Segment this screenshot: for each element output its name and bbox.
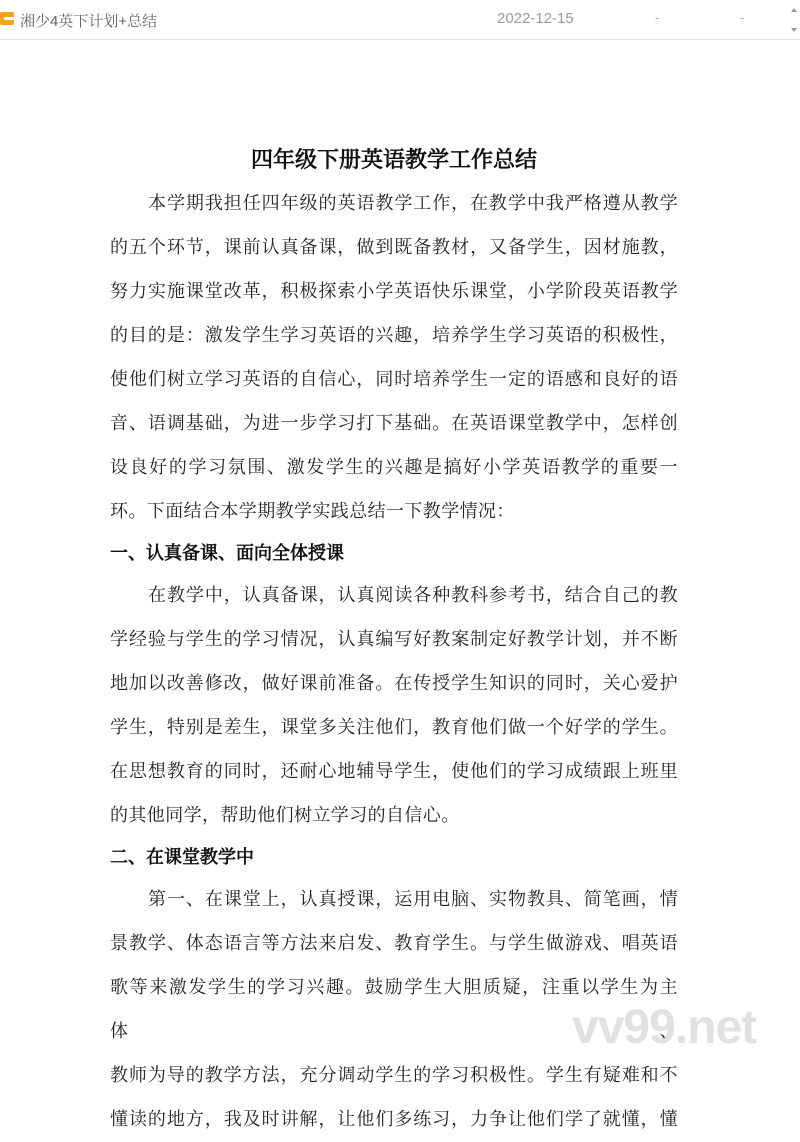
text-line: 懂读的地方，我及时讲解，让他们多练习，力争让他们学了就懂，懂 [110, 1109, 678, 1130]
document-page [110, 140, 678, 1142]
text-line: 第一、在课堂上，认真授课，运用电脑、实物教具、简笔画，情 [148, 889, 678, 910]
text-line: 使他们树立学习英语的自信心，同时培养学生一定的语感和良好的语 [110, 369, 678, 390]
text-line: 教师为导的教学方法，充分调动学生的学习积极性。学生有疑难和不 [110, 1065, 678, 1086]
text-line: 在思想教育的同时，还耐心地辅导学生，使他们的学习成绩跟上班里 [110, 761, 678, 782]
text-line: 音、语调基础，为进一步学习打下基础。在英语课堂教学中，怎样创 [110, 413, 678, 434]
text-line: 环。下面结合本学期教学实践总结一下教学情况： [110, 501, 515, 522]
file-date: 2022-12-15 [497, 10, 574, 27]
file-column-2: - [740, 10, 745, 25]
text-line: 景教学、体态语言等方法来启发、教育学生。与学生做游戏、唱英语 [110, 933, 678, 954]
section-heading-2: 二、在课堂教学中 [110, 847, 254, 868]
text-line: 的其他同学，帮助他们树立学习的自信心。 [110, 805, 460, 826]
intro-paragraph [110, 182, 678, 534]
section-heading-1: 一、认真备课、面向全体授课 [110, 543, 344, 564]
text-line: 学生，特别是差生，课堂多关注他们，教育他们做一个好学的学生。 [110, 717, 678, 738]
text-line: 的五个环节，课前认真备课，做到既备教材，又备学生，因材施教， [110, 237, 678, 258]
text-line: 歌等来激发学生的学习兴趣。鼓励学生大胆质疑，注重以学生为主体、 [110, 977, 678, 1042]
folder-icon [0, 12, 14, 25]
text-line: 的目的是：激发学生学习英语的兴趣，培养学生学习英语的积极性， [110, 325, 678, 346]
text-line: 在教学中，认真备课，认真阅读各种教科参考书，结合自己的教 [148, 585, 678, 606]
file-list-row[interactable] [0, 0, 800, 40]
text-line: 学经验与学生的学习情况，认真编写好教案制定好教学计划，并不断 [110, 629, 678, 650]
file-column-1: - [655, 10, 660, 25]
scroll-up-icon[interactable] [791, 8, 797, 12]
text-line: 设良好的学习氛围、激发学生的兴趣是搞好小学英语教学的重要一 [110, 457, 678, 478]
section-1-paragraph [110, 574, 678, 838]
file-name[interactable]: 湘少4英下计划+总结 [20, 13, 158, 30]
watermark: vv99.net [572, 1001, 757, 1054]
scroll-down-icon[interactable] [791, 28, 797, 32]
text-line: 努力实施课堂改革，积极探索小学英语快乐课堂，小学阶段英语教学 [110, 281, 678, 302]
document-title: 四年级下册英语教学工作总结 [250, 147, 537, 173]
text-line: 本学期我担任四年级的英语教学工作，在教学中我严格遵从教学 [148, 193, 678, 214]
text-line: 地加以改善修改，做好课前准备。在传授学生知识的同时，关心爱护 [110, 673, 678, 694]
scrollbar[interactable] [786, 0, 800, 40]
